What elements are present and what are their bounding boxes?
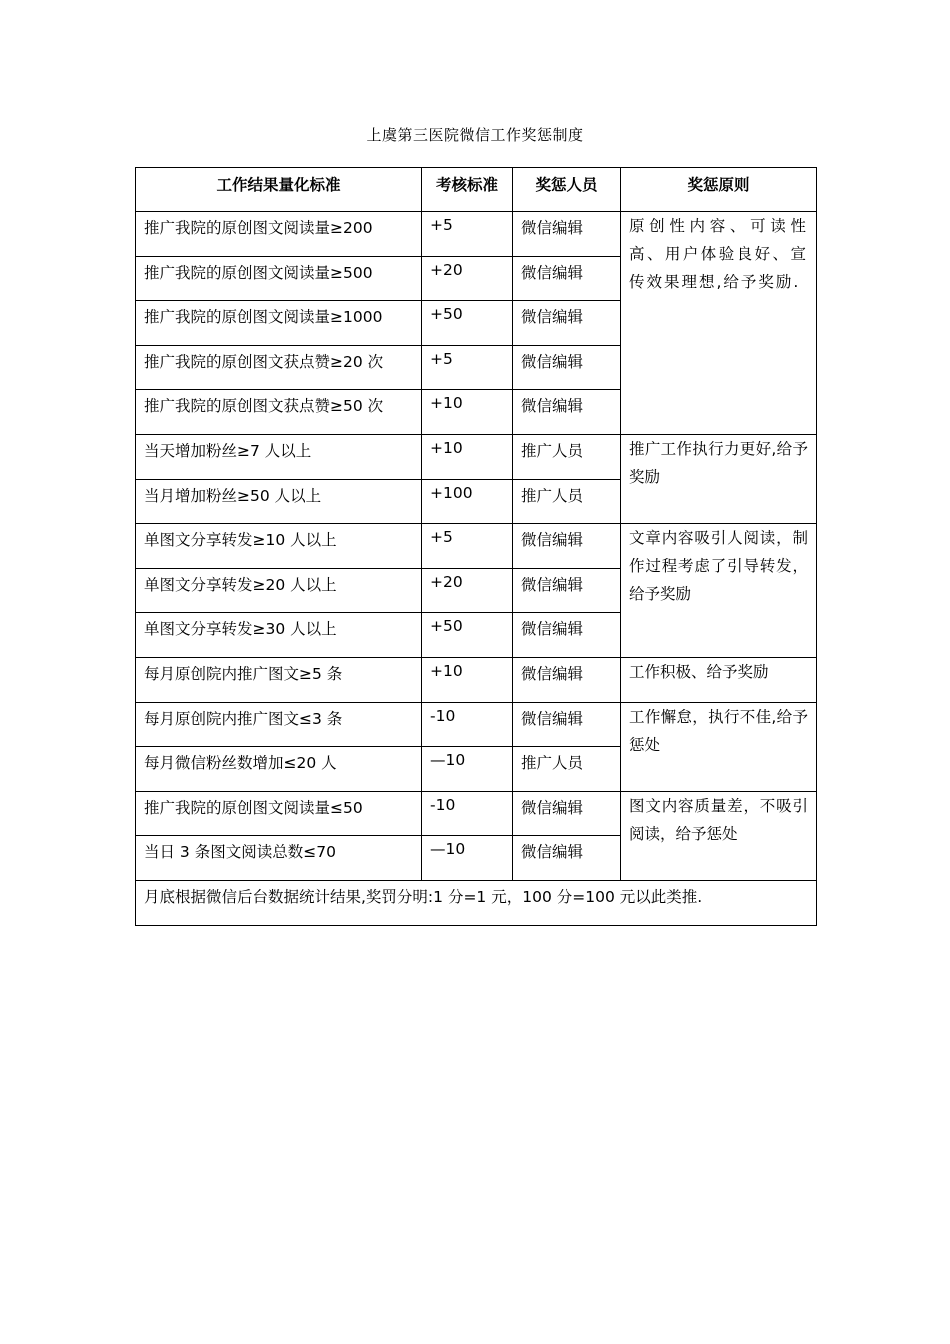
score-cell: +50	[422, 613, 513, 658]
principle-cell: 推广工作执行力更好,给予奖励	[621, 434, 817, 523]
score-cell: +50	[422, 301, 513, 346]
criteria-cell: 每月原创院内推广图文≥5 条	[136, 657, 422, 702]
header-person: 奖惩人员	[513, 168, 621, 212]
criteria-cell: 当天增加粉丝≥7 人以上	[136, 434, 422, 479]
person-cell: 微信编辑	[513, 212, 621, 257]
score-cell: —10	[422, 747, 513, 792]
criteria-cell: 单图文分享转发≥30 人以上	[136, 613, 422, 658]
header-criteria: 工作结果量化标准	[136, 168, 422, 212]
score-cell: +10	[422, 390, 513, 435]
person-cell: 推广人员	[513, 434, 621, 479]
table-row	[136, 657, 817, 702]
criteria-cell: 每月微信粉丝数增加≤20 人	[136, 747, 422, 792]
person-cell: 微信编辑	[513, 836, 621, 881]
table-row	[136, 791, 817, 836]
person-cell: 微信编辑	[513, 791, 621, 836]
footer-row	[136, 880, 817, 925]
score-cell: +20	[422, 256, 513, 301]
person-cell: 微信编辑	[513, 301, 621, 346]
table-row	[136, 702, 817, 747]
score-cell: +5	[422, 212, 513, 257]
table-row	[136, 524, 817, 569]
person-cell: 微信编辑	[513, 390, 621, 435]
score-cell: -10	[422, 702, 513, 747]
person-cell: 微信编辑	[513, 256, 621, 301]
footer-note: 月底根据微信后台数据统计结果,奖罚分明:1 分=1 元，100 分=100 元以此类推.	[136, 880, 817, 925]
principle-cell: 工作积极、给予奖励	[621, 657, 817, 702]
person-cell: 推广人员	[513, 479, 621, 524]
header-principle: 奖惩原则	[621, 168, 817, 212]
person-cell: 微信编辑	[513, 657, 621, 702]
criteria-cell: 每月原创院内推广图文≤3 条	[136, 702, 422, 747]
score-cell: +10	[422, 657, 513, 702]
criteria-cell: 推广我院的原创图文阅读量≥500	[136, 256, 422, 301]
person-cell: 微信编辑	[513, 345, 621, 390]
person-cell: 微信编辑	[513, 702, 621, 747]
criteria-cell: 推广我院的原创图文阅读量≥200	[136, 212, 422, 257]
table-row	[136, 434, 817, 479]
score-cell: +5	[422, 524, 513, 569]
principle-cell: 文章内容吸引人阅读，制作过程考虑了引导转发，给予奖励	[621, 524, 817, 658]
reward-penalty-table	[135, 167, 817, 926]
score-cell: —10	[422, 836, 513, 881]
criteria-cell: 推广我院的原创图文获点赞≥20 次	[136, 345, 422, 390]
criteria-cell: 当日 3 条图文阅读总数≤70	[136, 836, 422, 881]
score-cell: +100	[422, 479, 513, 524]
person-cell: 微信编辑	[513, 613, 621, 658]
criteria-cell: 当月增加粉丝≥50 人以上	[136, 479, 422, 524]
table-header-row	[136, 168, 817, 212]
criteria-cell: 单图文分享转发≥10 人以上	[136, 524, 422, 569]
principle-cell: 工作懈怠，执行不佳,给予惩处	[621, 702, 817, 791]
criteria-cell: 推广我院的原创图文阅读量≥1000	[136, 301, 422, 346]
principle-cell: 图文内容质量差，不吸引阅读，给予惩处	[621, 791, 817, 880]
criteria-cell: 推广我院的原创图文阅读量≤50	[136, 791, 422, 836]
score-cell: +5	[422, 345, 513, 390]
principle-cell: 原创性内容、可读性高、用户体验良好、宣传效果理想,给予奖励.	[621, 212, 817, 435]
criteria-cell: 推广我院的原创图文获点赞≥50 次	[136, 390, 422, 435]
criteria-cell: 单图文分享转发≥20 人以上	[136, 568, 422, 613]
score-cell: +10	[422, 434, 513, 479]
score-cell: +20	[422, 568, 513, 613]
header-score: 考核标准	[422, 168, 513, 212]
document-title: 上虞第三医院微信工作奖惩制度	[366, 126, 584, 144]
score-cell: -10	[422, 791, 513, 836]
person-cell: 微信编辑	[513, 524, 621, 569]
person-cell: 微信编辑	[513, 568, 621, 613]
person-cell: 推广人员	[513, 747, 621, 792]
table-row	[136, 212, 817, 257]
